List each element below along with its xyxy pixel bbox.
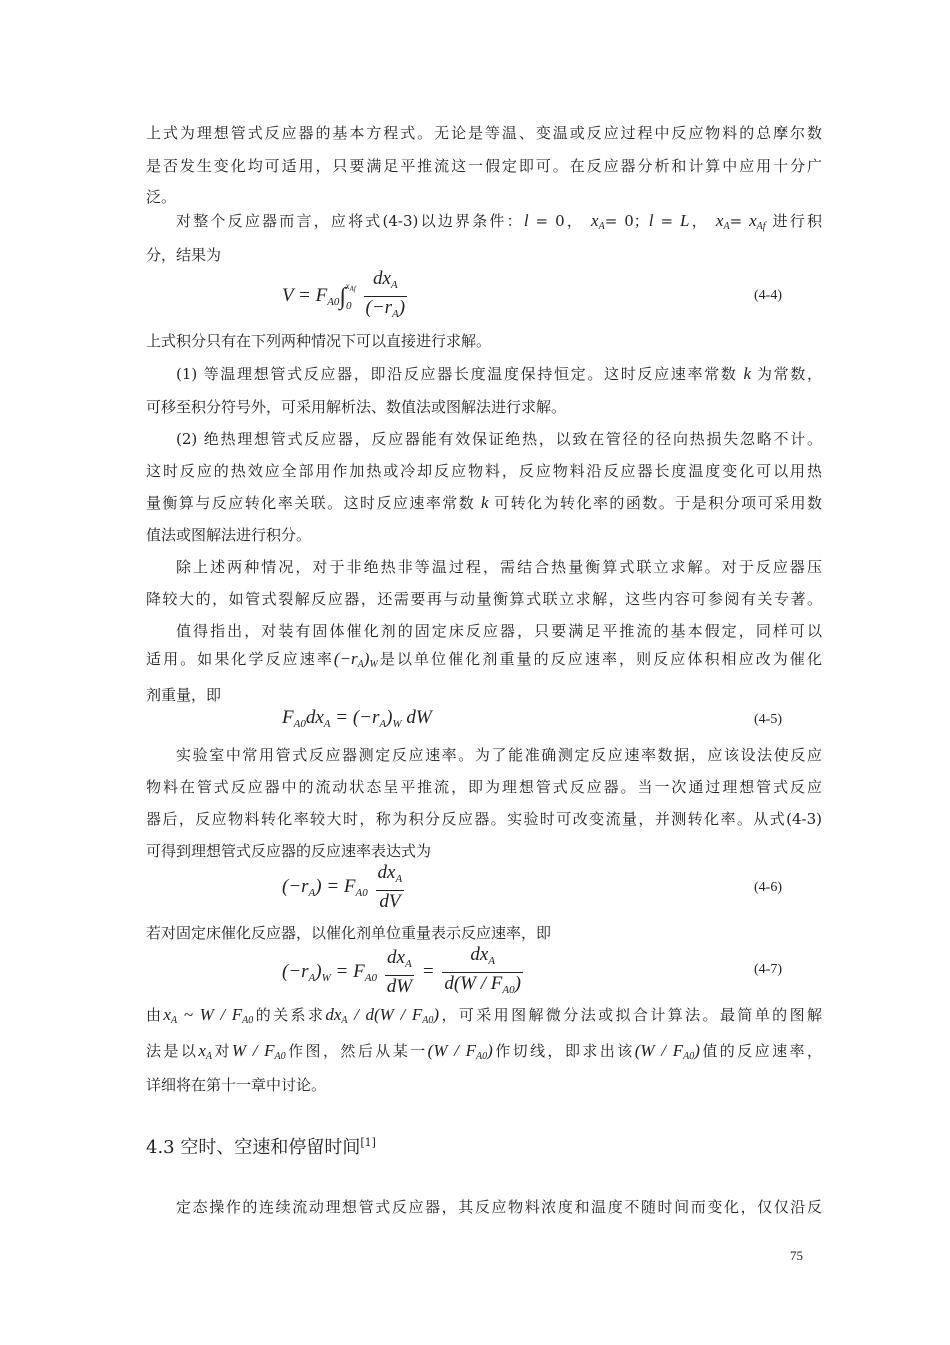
equation-4-4: $V = F_{A0}\int_0^{x_{Af}}$ $\frac{dx_A}{(-r_A)}$	[282, 268, 410, 325]
inline-math-xaf2: $x_{Af}$	[749, 211, 766, 232]
section-number: 4.3	[146, 1137, 175, 1158]
section-title: 空时、空速和停留时间	[180, 1137, 361, 1158]
inline-math: $dx_A / d(W / F_{A0})$	[325, 1005, 440, 1026]
text-span: 的关系求	[253, 1006, 326, 1024]
inline-math: $x_A$	[198, 1041, 212, 1062]
equation-number: (4-7)	[754, 962, 782, 977]
text-line: 分，结果为	[146, 246, 222, 264]
text-span: 量衡算与反应转化率关联。这时反应速率常数	[146, 494, 476, 512]
text-span: 为常数，	[756, 365, 822, 383]
text-span: 作图，然后从某一	[285, 1042, 428, 1060]
text-line: 值得指出，对装有固体催化剂的固定床反应器，只要满足平推流的基本假定，同样可以	[176, 622, 822, 640]
inline-math: $(W / F_{A0})$	[634, 1041, 700, 1062]
text-span: ，可采用图解微分法或拟合计算法。最简单的图解	[439, 1006, 822, 1024]
text-line	[146, 648, 822, 676]
text-line	[146, 1004, 822, 1032]
equation-number: (4-4)	[754, 288, 782, 303]
text-line: 泛。	[146, 188, 177, 206]
text-line: 实验室中常用管式反应器测定反应速率。为了能准确测定反应速率数据，应该设法使反应	[176, 746, 822, 764]
inline-math-xa: $x_A$	[591, 211, 605, 232]
equation-4-7: $(-r_A)_W = F_{A0}$ $\frac{dx_A}{dW}$ = $\frac{dx_A}{d(W / F_{A0})}$	[282, 944, 526, 1001]
text-line: 值法或图解法进行积分。	[146, 526, 312, 544]
text-line: 器后，反应物料转化率较大时，称为积分反应器。实验时可改变流量，并测转化率。从式(4-3)	[146, 810, 822, 828]
section-reference: [1]	[360, 1136, 376, 1149]
text-span: 对	[212, 1042, 232, 1060]
text-line	[176, 363, 822, 385]
inline-math-rate-w: $(-r_A)_W$	[333, 649, 378, 670]
text-line: 剂重量，即	[146, 686, 222, 704]
inline-math-xaf: $x_A$	[715, 211, 730, 232]
text-line	[146, 492, 822, 514]
section-heading	[146, 1130, 376, 1161]
text-line: 上式积分只有在下列两种情况下可以直接进行求解。	[146, 332, 492, 350]
page-number: 75	[790, 1248, 803, 1263]
text-line: (2) 绝热理想管式反应器，反应器能有效保证绝热，以致在管径的径向热损失忽略不计。	[176, 430, 822, 448]
inline-math-l: l	[648, 211, 654, 230]
equation-number: (4-5)	[754, 712, 782, 727]
text-line: 可得到理想管式反应器的反应速率表达式为	[146, 842, 432, 860]
inline-math: W / $F_{A0}$	[231, 1041, 286, 1062]
text-span: 适用。如果化学反应速率	[146, 650, 334, 668]
text-line: 降较大的，如管式裂解反应器，还需要再与动量衡算式联立求解，这些内容可参阅有关专著。	[146, 590, 822, 608]
text-span: 作切线，即求出该	[492, 1042, 635, 1060]
text-line: 详细将在第十一章中讨论。	[146, 1076, 327, 1094]
text-span: 是以单位催化剂重量的反应速率，则反应体积相应改为催化	[377, 650, 822, 668]
text-span: (1) 等温理想管式反应器，即沿反应器长度温度保持恒定。这时反应速率常数	[176, 365, 738, 383]
text-line: 定态操作的连续流动理想管式反应器，其反应物料浓度和温度不随时间而变化，仅仅沿反	[176, 1198, 822, 1216]
inline-math-boundary: l	[523, 211, 529, 230]
text-line: 若对固定床催化反应器，以催化剂单位重量表示反应速率，即	[146, 924, 552, 942]
inline-math-k: k	[475, 493, 495, 512]
text-line	[146, 1040, 822, 1068]
text-line: 除上述两种情况，对于非绝热非等温过程，需结合热量衡算式联立求解。对于反应器压	[176, 558, 822, 576]
text-line-boundary: 对整个反应器而言，应将式(4-3)以边界条件：l = 0， $x_A= 0$；l = L， $x_A= x_{Af}$ 进行积	[176, 211, 822, 232]
text-span: 法是以	[146, 1042, 199, 1060]
text-line: 这时反应的热效应全部用作加热或冷却反应物料，反应物料沿反应器长度温度变化可以用热	[146, 462, 822, 480]
text-span: 由	[146, 1006, 164, 1024]
text-span: 值的反应速率，	[699, 1042, 822, 1060]
text-line: 是否发生变化均可适用，只要满足平推流这一假定即可。在反应器分析和计算中应用十分广	[146, 157, 822, 175]
equation-4-5: $F_{A0}dx_A = (-r_A)_W$ dW	[282, 707, 432, 730]
text-line: 可移至积分符号外，可采用解析法、数值法或图解法进行求解。	[146, 398, 567, 416]
inline-math: $(W / F_{A0})$	[427, 1041, 493, 1062]
text-span: 对整个反应器而言，应将式(4-3)以边界条件：	[176, 212, 524, 230]
equation-4-6: $(-r_A) = F_{A0}$ $\frac{dx_A}{dV}$	[282, 862, 403, 912]
inline-math: $x_A$ ~ W / $F_{A0}$	[163, 1005, 254, 1026]
inline-math-k: k	[737, 364, 757, 383]
text-line: 上式为理想管式反应器的基本方程式。无论是等温、变温或反应过程中反应物料的总摩尔数	[146, 124, 822, 142]
equation-number: (4-6)	[754, 880, 782, 895]
inline-math-L: L	[680, 211, 690, 230]
text-line: 物料在管式反应器中的流动状态呈平推流，即为理想管式反应器。当一次通过理想管式反应	[146, 778, 822, 796]
text-span: 可转化为转化率的函数。于是积分项可采用数	[494, 494, 822, 512]
text-span: 进行积	[772, 212, 822, 230]
